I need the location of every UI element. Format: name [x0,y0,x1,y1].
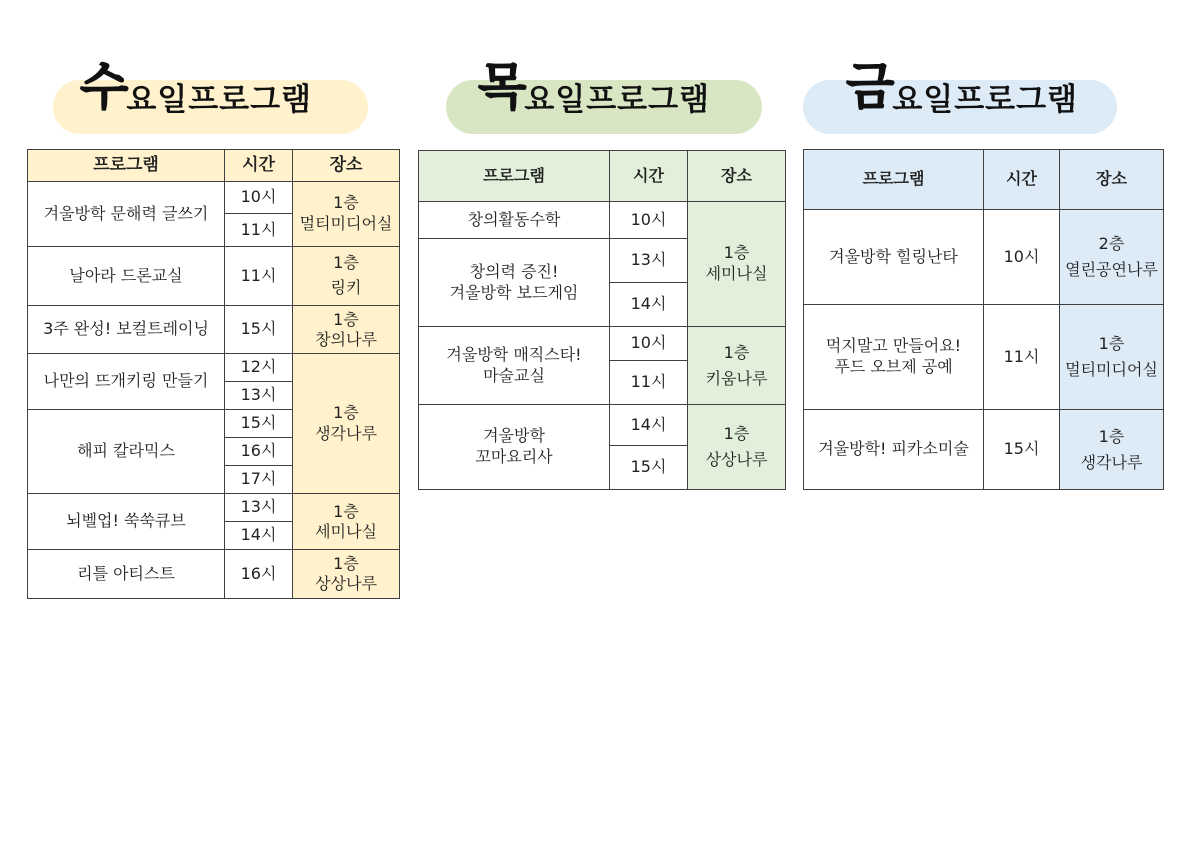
place-cell: 1층 상상나루 [293,550,400,599]
program-cell: 나만의 뜨개키링 만들기 [28,354,225,410]
time-cell: 13시 [225,494,293,522]
thursday-table [418,150,786,490]
place-cell-merged: 1층 세미나실 [688,202,786,327]
friday-title-text: 요일프로그램 [892,82,1078,118]
friday-title [846,58,1078,126]
friday-table [803,149,1164,490]
program-cell: 3주 완성! 보컬트레이닝 [28,306,225,354]
place-cell: 1층 생각나루 [1060,410,1164,490]
program-cell: 겨울방학! 피카소미술 [804,410,984,490]
header-time: 시간 [610,151,688,202]
time-cell: 14시 [225,522,293,550]
time-cell: 11시 [225,214,293,247]
time-cell: 15시 [225,306,293,354]
thursday-glyph: 목 [478,58,525,116]
place-cell: 1층 상상나루 [688,405,786,490]
place-cell: 2층 열린공연나루 [1060,210,1164,305]
program-cell: 리틀 아티스트 [28,550,225,599]
time-cell: 10시 [984,210,1060,305]
time-cell: 15시 [984,410,1060,490]
header-place: 장소 [688,151,786,202]
header-program: 프로그램 [419,151,610,202]
header-place: 장소 [1060,150,1164,210]
wednesday-glyph: 수 [80,58,127,116]
wednesday-title [80,58,312,126]
program-cell: 창의력 증진! 겨울방학 보드게임 [419,239,610,327]
time-cell: 13시 [610,239,688,283]
program-cell: 먹지말고 만들어요! 푸드 오브제 공예 [804,305,984,410]
time-cell: 14시 [610,405,688,446]
time-cell: 11시 [610,361,688,405]
header-program: 프로그램 [28,150,225,182]
time-cell: 12시 [225,354,293,382]
header-place: 장소 [293,150,400,182]
time-cell: 10시 [225,182,293,214]
program-cell: 겨울방학 문해력 글쓰기 [28,182,225,247]
program-cell: 겨울방학 매직스타! 마술교실 [419,327,610,405]
thursday-title-text: 요일프로그램 [524,82,710,118]
time-cell: 17시 [225,466,293,494]
time-cell: 15시 [225,410,293,438]
program-cell: 겨울방학 힐링난타 [804,210,984,305]
program-cell: 날아라 드론교실 [28,247,225,306]
time-cell: 13시 [225,382,293,410]
time-cell: 11시 [984,305,1060,410]
program-cell: 창의활동수학 [419,202,610,239]
time-cell: 11시 [225,247,293,306]
wednesday-table [27,149,400,599]
header-program: 프로그램 [804,150,984,210]
program-cell: 해피 칼라믹스 [28,410,225,494]
place-cell-merged: 1층 생각나루 [293,354,400,494]
program-cell: 뇌벨업! 쑥쑥큐브 [28,494,225,550]
place-cell: 1층 링키 [293,247,400,306]
place-cell: 1층 키움나루 [688,327,786,405]
place-cell: 1층 세미나실 [293,494,400,550]
time-cell: 16시 [225,550,293,599]
time-cell: 10시 [610,202,688,239]
program-cell: 겨울방학 꼬마요리사 [419,405,610,490]
header-time: 시간 [984,150,1060,210]
friday-glyph: 금 [846,58,893,116]
time-cell: 14시 [610,283,688,327]
place-cell: 1층 멀티미디어실 [293,182,400,247]
header-time: 시간 [225,150,293,182]
time-cell: 16시 [225,438,293,466]
thursday-title [478,58,710,126]
wednesday-title-text: 요일프로그램 [126,82,312,118]
place-cell: 1층 멀티미디어실 [1060,305,1164,410]
place-cell: 1층 창의나루 [293,306,400,354]
time-cell: 10시 [610,327,688,361]
time-cell: 15시 [610,446,688,490]
